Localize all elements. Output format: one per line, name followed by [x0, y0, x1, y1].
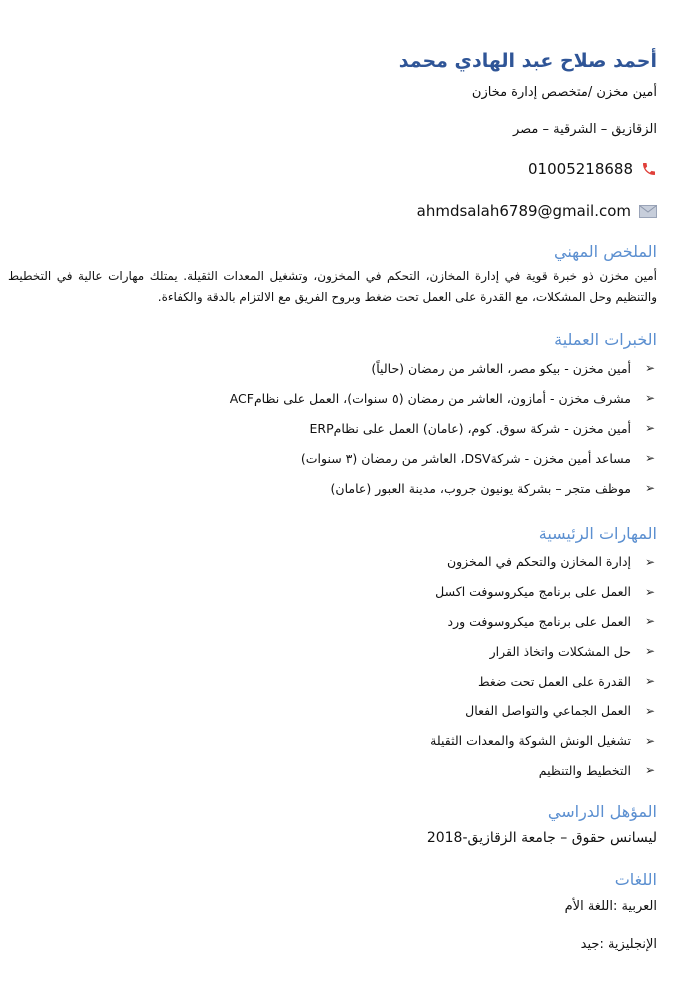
arrow-bullet-icon: ➢	[644, 451, 656, 465]
arrow-bullet-icon: ➢	[644, 763, 656, 778]
education-heading: المؤهل الدراسي	[547, 802, 657, 821]
arrow-bullet-icon: ➢	[644, 614, 656, 629]
candidate-name: أحمد صلاح عبد الهادي محمد	[398, 50, 657, 72]
list-item: ➢ أمين مخزن - شركة سوق. كوم، (عامان) العمل على نظامERP	[309, 420, 656, 436]
list-item: ➢ تشغيل الونش الشوكة والمعدات الثقيلة	[430, 733, 656, 749]
list-item: ➢ إدارة المخازن والتحكم في المخزون	[446, 554, 656, 570]
summary-heading: الملخص المهني	[554, 242, 657, 261]
arrow-bullet-icon: ➢	[644, 644, 656, 659]
arrow-bullet-icon: ➢	[644, 674, 656, 689]
phone-row	[528, 160, 657, 178]
experience-heading: الخبرات العملية	[554, 330, 657, 349]
skills-heading: المهارات الرئيسية	[538, 524, 657, 543]
list-item: ➢ حل المشكلات واتخاذ القرار	[489, 643, 656, 659]
phone-icon	[641, 161, 657, 177]
arrow-bullet-icon: ➢	[644, 584, 656, 599]
language-item: الإنجليزية :جيد	[580, 937, 657, 952]
arrow-bullet-icon: ➢	[644, 703, 656, 718]
arrow-bullet-icon: ➢	[644, 481, 656, 495]
list-item: ➢ العمل على برنامج ميكروسوفت ورد	[447, 613, 656, 629]
phone-number[interactable]: 01005218688	[528, 160, 633, 178]
list-item: ➢ العمل الجماعي والتواصل الفعال	[465, 703, 656, 719]
language-item: العربية :اللغة الأم	[564, 899, 657, 914]
arrow-bullet-icon: ➢	[644, 421, 656, 435]
skills-list	[430, 547, 657, 785]
list-item: ➢ العمل على برنامج ميكروسوفت اكسل	[435, 584, 656, 600]
list-item: ➢ التخطيط والتنظيم	[538, 762, 656, 778]
languages-heading: اللغات	[614, 870, 657, 889]
list-item: ➢ موظف متجر – بشركة يونيون جروب، مدينة العبور (عامان)	[330, 480, 656, 496]
arrow-bullet-icon: ➢	[644, 554, 656, 569]
experience-list	[230, 353, 657, 503]
list-item: ➢ أمين مخزن - بيكو مصر، العاشر من رمضان (حالياً)	[371, 360, 656, 376]
arrow-bullet-icon: ➢	[644, 361, 656, 375]
summary-text: أمين مخزن ذو خبرة قوية في إدارة المخازن، التحكم في المخزون، وتشغيل المعدات الثقيلة. يمتلك مهارات عالية في التخطيط والتنظيم وحل المشكلات، مع القدرة على العمل تحت ضغط وبروح الفريق مع الالتزام بالدقة والكفاءة.	[8, 269, 657, 304]
location: الزقازيق – الشرقية – مصر	[512, 122, 657, 137]
job-title: أمين مخزن /متخصص إدارة مخازن	[471, 85, 657, 100]
education-text: ليسانس حقوق – جامعة الزقازيق-2018	[426, 830, 657, 846]
list-item: ➢ القدرة على العمل تحت ضغط	[478, 673, 656, 689]
email-address[interactable]: ahmdsalah6789@gmail.com	[416, 202, 631, 220]
list-item: ➢ مساعد أمين مخزن - شركةDSV، العاشر من رمضان (٣ سنوات)	[300, 450, 656, 466]
list-item: ➢ مشرف مخزن - أمازون، العاشر من رمضان (٥ سنوات)، العمل على نظامACF	[229, 390, 656, 406]
envelope-icon	[639, 205, 657, 218]
arrow-bullet-icon: ➢	[644, 391, 656, 405]
arrow-bullet-icon: ➢	[644, 733, 656, 748]
email-row	[417, 202, 657, 220]
